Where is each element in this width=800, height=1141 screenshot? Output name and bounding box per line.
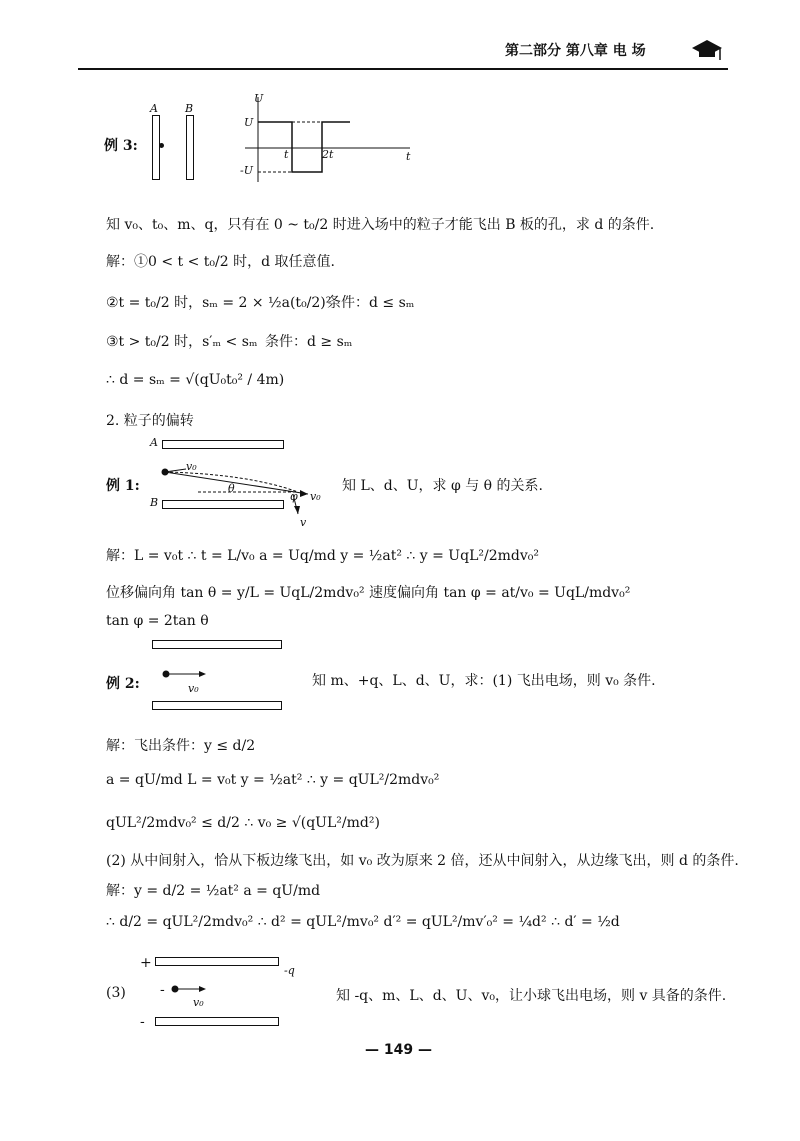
section-title: 2. 粒子的偏转 <box>106 413 194 429</box>
example2-3-particle-arrow <box>170 982 210 996</box>
example1-solution-line-3: tan φ = 2tan θ <box>106 613 209 629</box>
voltage-time-graph <box>240 92 420 187</box>
example2-equations-1: a = qU/md L = v₀t y = ½at² ∴ y = qUL²/2mdv₀² <box>106 772 440 788</box>
graduation-cap-icon <box>690 36 724 64</box>
example2-3-minus-sign-bottom: - <box>140 1014 145 1030</box>
example2-part2-solution-1: 解：y = d/2 = ½at² a = qU/md <box>106 883 321 899</box>
header-rule <box>78 68 728 70</box>
plate-a <box>152 115 160 180</box>
example3-solution-3: ③t > t₀/2 时，s′ₘ < sₘ <box>106 334 258 350</box>
example2-3-minus-sign: - <box>160 982 165 998</box>
example3-solution-1: 解：①0 < t < t₀/2 时，d 取任意值. <box>106 254 335 270</box>
example1-solution-line-2: 位移偏向角 tan θ = y/L = UqL/2mdv₀² 速度偏向角 tan φ = at/v₀ = UqL/mdv₀² <box>106 585 631 601</box>
example3-plate-a-label: A <box>150 102 158 115</box>
example3-solution-2: ②t = t₀/2 时，sₘ = 2 × ½a(t₀/2)² <box>106 295 332 311</box>
graph-y-axis-label: U <box>254 92 264 105</box>
example1-phi-label: φ <box>290 490 298 503</box>
particle-dot <box>159 143 164 148</box>
example2-3-minus-q-label: -q <box>284 964 295 977</box>
graph-u0-label: U <box>244 116 254 129</box>
example1-theta-label: θ <box>228 482 235 495</box>
example2-plate-top <box>152 640 282 649</box>
example3-problem: 知 v₀、t₀、m、q，只有在 0 ~ t₀/2 时进入场中的粒子才能飞出 B 板的孔，求 d 的条件. <box>106 217 655 233</box>
example2-3-v0-label: v₀ <box>193 996 204 1009</box>
example1-plate-a <box>162 440 284 449</box>
example3-solution-3-condition: 条件：d ≥ sₘ <box>265 334 353 350</box>
example2-problem: 知 m、+q、L、d、U，求：(1) 飞出电场，则 v₀ 条件. <box>312 673 656 689</box>
example2-equations-2: qUL²/2mdv₀² ≤ d/2 ∴ v₀ ≥ √(qUL²/md²) <box>106 815 380 831</box>
example1-plate-b-label: B <box>150 496 159 509</box>
example1-plate-b <box>162 500 284 509</box>
page-number: — 149 — <box>365 1042 432 1058</box>
graph-2t0-label: 2t <box>322 148 334 161</box>
example1-solution-line-1: 解：L = v₀t ∴ t = L/v₀ a = Uq/md y = ½at² ∴ y = UqL²/2mdv₀² <box>106 548 539 564</box>
plate-b <box>186 115 194 180</box>
example3-plate-b-label: B <box>185 102 194 115</box>
graph-t0-label: t <box>284 148 289 161</box>
example2-3-problem: 知 -q、m、L、d、U、v₀，让小球飞出电场，则 v 具备的条件. <box>336 988 727 1004</box>
example2-part2: (2) 从中间射入，恰从下板边缘飞出，如 v₀ 改为原来 2 倍，还从中间射入，从边缘飞出，则 d 的条件. <box>106 853 739 869</box>
example3-result: ∴ d = sₘ = √(qU₀t₀² / 4m) <box>106 372 285 388</box>
example1-v0-label: v₀ <box>186 460 197 473</box>
example1-v-end-label: v₀ <box>310 490 321 503</box>
example1-label: 例 1: <box>106 478 140 494</box>
example2-3-plate-bottom <box>155 1017 279 1026</box>
example2-v0-label: v₀ <box>188 682 199 695</box>
example1-v-down-label: v <box>300 516 307 529</box>
page-header-title: 第二部分 第八章 电 场 <box>505 43 646 59</box>
example2-3-label: (3) <box>106 985 126 1001</box>
example1-plate-a-label: A <box>150 436 158 449</box>
graph-neg-u0-label: -U <box>240 164 253 177</box>
example2-3-plus-sign: + <box>140 955 152 971</box>
example2-3-plate-top <box>155 957 279 966</box>
example2-condition: 解：飞出条件：y ≤ d/2 <box>106 738 256 754</box>
example2-part2-solution-2: ∴ d/2 = qUL²/2mdv₀² ∴ d² = qUL²/mv₀² d′² = qUL²/mv′₀² = ¼d² ∴ d′ = ½d <box>106 914 620 930</box>
example1-problem: 知 L、d、U，求 φ 与 θ 的关系. <box>342 478 543 494</box>
example3-label: 例 3: <box>104 138 138 154</box>
example3-solution-2-condition: 条件：d ≤ sₘ <box>327 295 415 311</box>
graph-t-axis-label: t <box>406 150 411 163</box>
example2-label: 例 2: <box>106 676 140 692</box>
example2-plate-bottom <box>152 701 282 710</box>
example2-particle-arrow <box>160 666 210 682</box>
